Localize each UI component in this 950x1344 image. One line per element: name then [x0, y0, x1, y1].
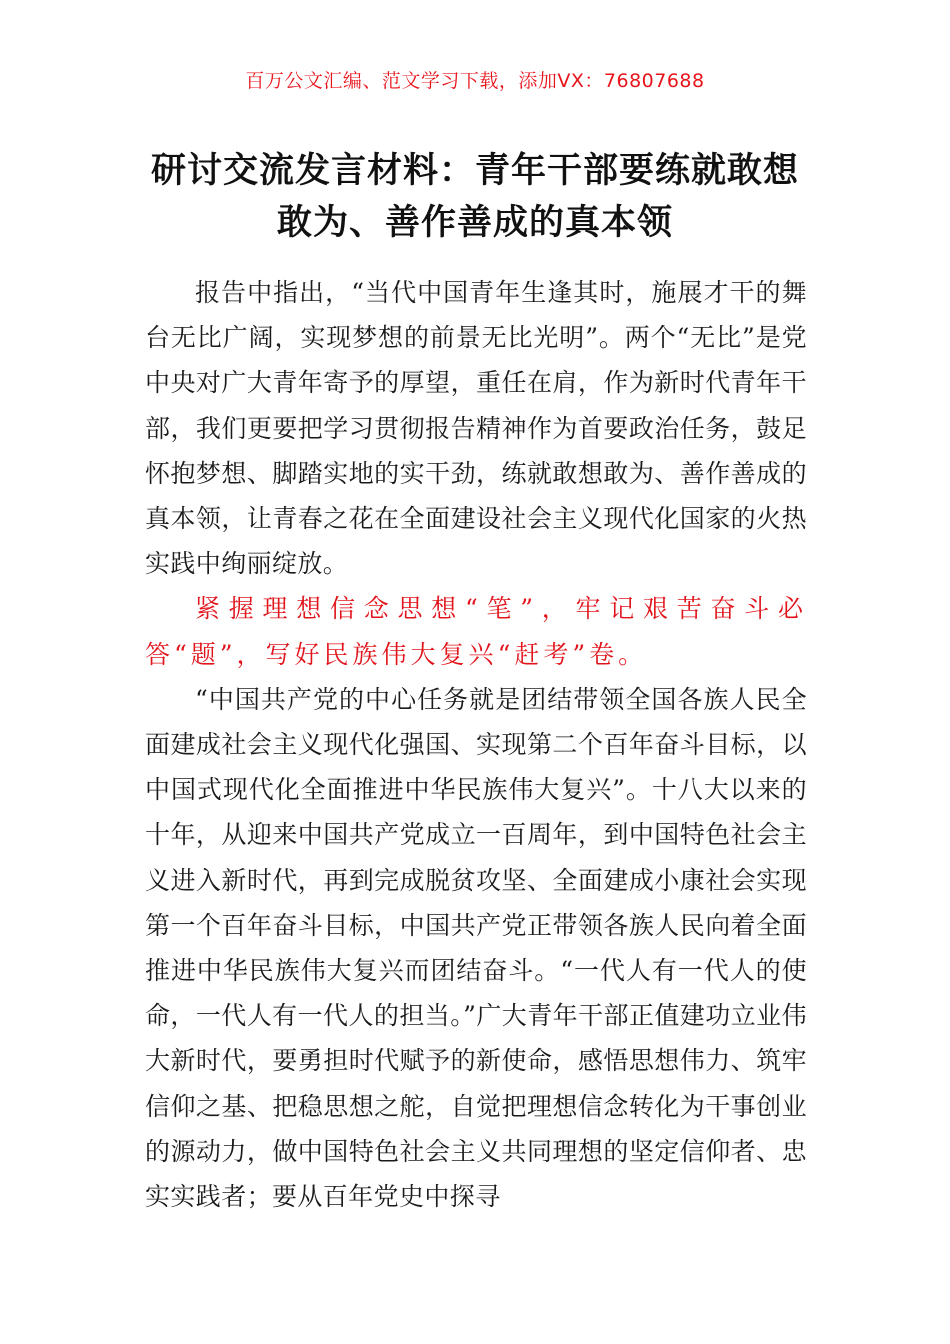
title-line-2: 敢为、善作善成的真本领	[276, 203, 673, 243]
header-watermark-note: 百万公文汇编、范文学习下载，添加VX：76807688	[245, 70, 705, 92]
document-title	[140, 145, 810, 249]
intro-paragraph: 报告中指出，“当代中国青年生逢其时，施展才干的舞台无比广阔，实现梦想的前景无比光明”。两个“无比”是党中央对广大青年寄予的厚望，重任在肩，作为新时代青年干部，我们更要把学习贯彻报告精神作为首要政治任务，鼓足怀抱梦想、脚踏实地的实干劲，练就敢想敢为、善作善成的真本领，让青春之花在全面建设社会主义现代化国家的火热实践中绚丽绽放。	[145, 278, 807, 579]
document-body	[145, 270, 807, 1219]
section-heading: 紧握理想信念思想“笔”，牢记艰苦奋斗必答“题”，写好民族伟大复兴“赶考”卷。	[145, 594, 807, 669]
title-line-1: 研讨交流发言材料：青年干部要练就敢想	[150, 151, 799, 191]
section-paragraph: “中国共产党的中心任务就是团结带领全国各族人民全面建成社会主义现代化强国、实现第二个百年奋斗目标，以中国式现代化全面推进中华民族伟大复兴”。十八大以来的十年，从迎来中国共产党成立一百周年，到中国特色社会主义进入新时代，再到完成脱贫攻坚、全面建成小康社会实现第一个百年奋斗目标，中国共产党正带领各族人民向着全面推进中华民族伟大复兴而团结奋斗。“一代人有一代人的使命，一代人有一代人的担当。”广大青年干部正值建功立业伟大新时代，要勇担时代赋予的新使命，感悟思想伟力、筑牢信仰之基、把稳思想之舵，自觉把理想信念转化为干事创业的源动力，做中国特色社会主义共同理想的坚定信仰者、忠实实践者；要从百年党史中探寻	[145, 684, 807, 1212]
